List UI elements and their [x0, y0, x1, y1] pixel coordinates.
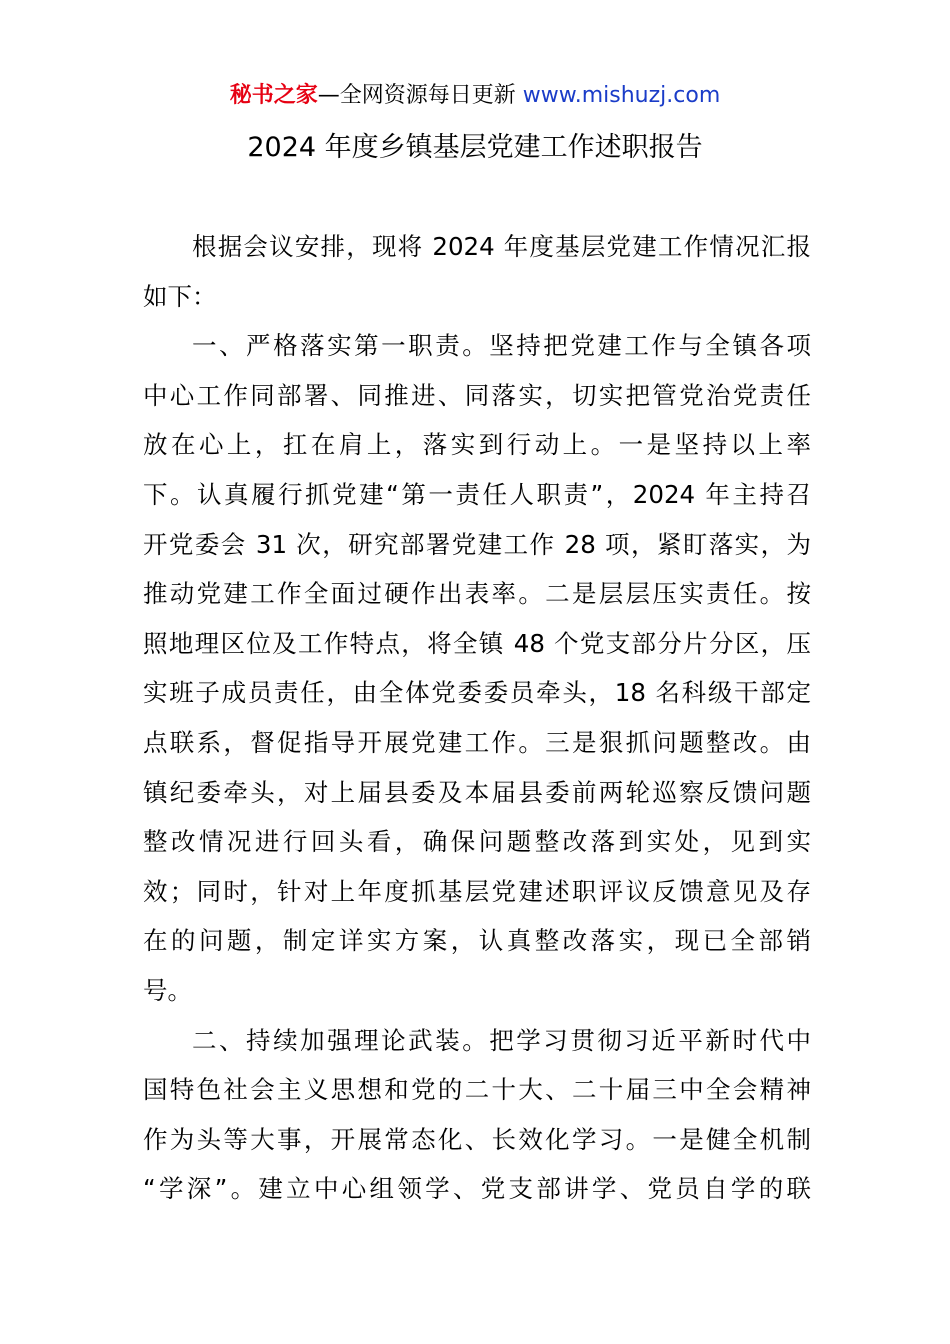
site-header: [0, 80, 950, 112]
body-text-line: 照地理区位及工作特点，将全镇 48 个党支部分片分区，压: [143, 628, 811, 658]
body-text-line: 开党委会 31 次，研究部署党建工作 28 项，紧盯落实，为: [143, 529, 811, 559]
body-text-line: 中心工作同部署、同推进、同落实，切实把管党治党责任: [143, 380, 811, 410]
body-text-line: 二、持续加强理论武装。把学习贯彻习近平新时代中: [192, 1025, 811, 1055]
body-text-line: “学深”。建立中心组领学、党支部讲学、党员自学的联: [143, 1174, 811, 1204]
body-text-line: 如下：: [143, 281, 217, 311]
body-text-line: 效；同时，针对上年度抓基层党建述职评议反馈意见及存: [143, 876, 811, 906]
body-text-line: 下。认真履行抓党建“第一责任人职责”，2024 年主持召: [143, 479, 811, 509]
body-text-line: 在的问题，制定详实方案，认真整改落实，现已全部销: [143, 926, 811, 956]
site-brand: 秘书之家: [229, 83, 318, 108]
body-text-line: 号。: [143, 975, 192, 1005]
body-text-line: 根据会议安排，现将 2024 年度基层党建工作情况汇报: [192, 232, 811, 261]
body-text-line: 推动党建工作全面过硬作出表率。二是层层压实责任。按: [143, 579, 811, 609]
body-text-line: 放在心上，扛在肩上，落实到行动上。一是坚持以上率: [143, 430, 811, 460]
document-title: 2024 年度乡镇基层党建工作述职报告: [247, 132, 703, 163]
body-text-line: 实班子成员责任，由全体党委委员牵头，18 名科级干部定: [143, 678, 811, 708]
body-text-line: 镇纪委牵头，对上届县委及本届县委前两轮巡察反馈问题: [143, 777, 811, 807]
body-text-line: 点联系，督促指导开展党建工作。三是狠抓问题整改。由: [143, 727, 811, 757]
body-text-line: 一、严格落实第一职责。坚持把党建工作与全镇各项: [192, 331, 811, 361]
document-body: [143, 222, 811, 1214]
body-text-line: 整改情况进行回头看，确保问题整改落到实处，见到实: [143, 827, 811, 857]
body-text-line: 国特色社会主义思想和党的二十大、二十届三中全会精神: [143, 1075, 811, 1105]
body-text-line: 作为头等大事，开展常态化、长效化学习。一是健全机制: [143, 1124, 811, 1154]
site-url-link[interactable]: www.mishuzj.com: [522, 83, 721, 108]
site-tagline: —全网资源每日更新: [317, 83, 516, 108]
